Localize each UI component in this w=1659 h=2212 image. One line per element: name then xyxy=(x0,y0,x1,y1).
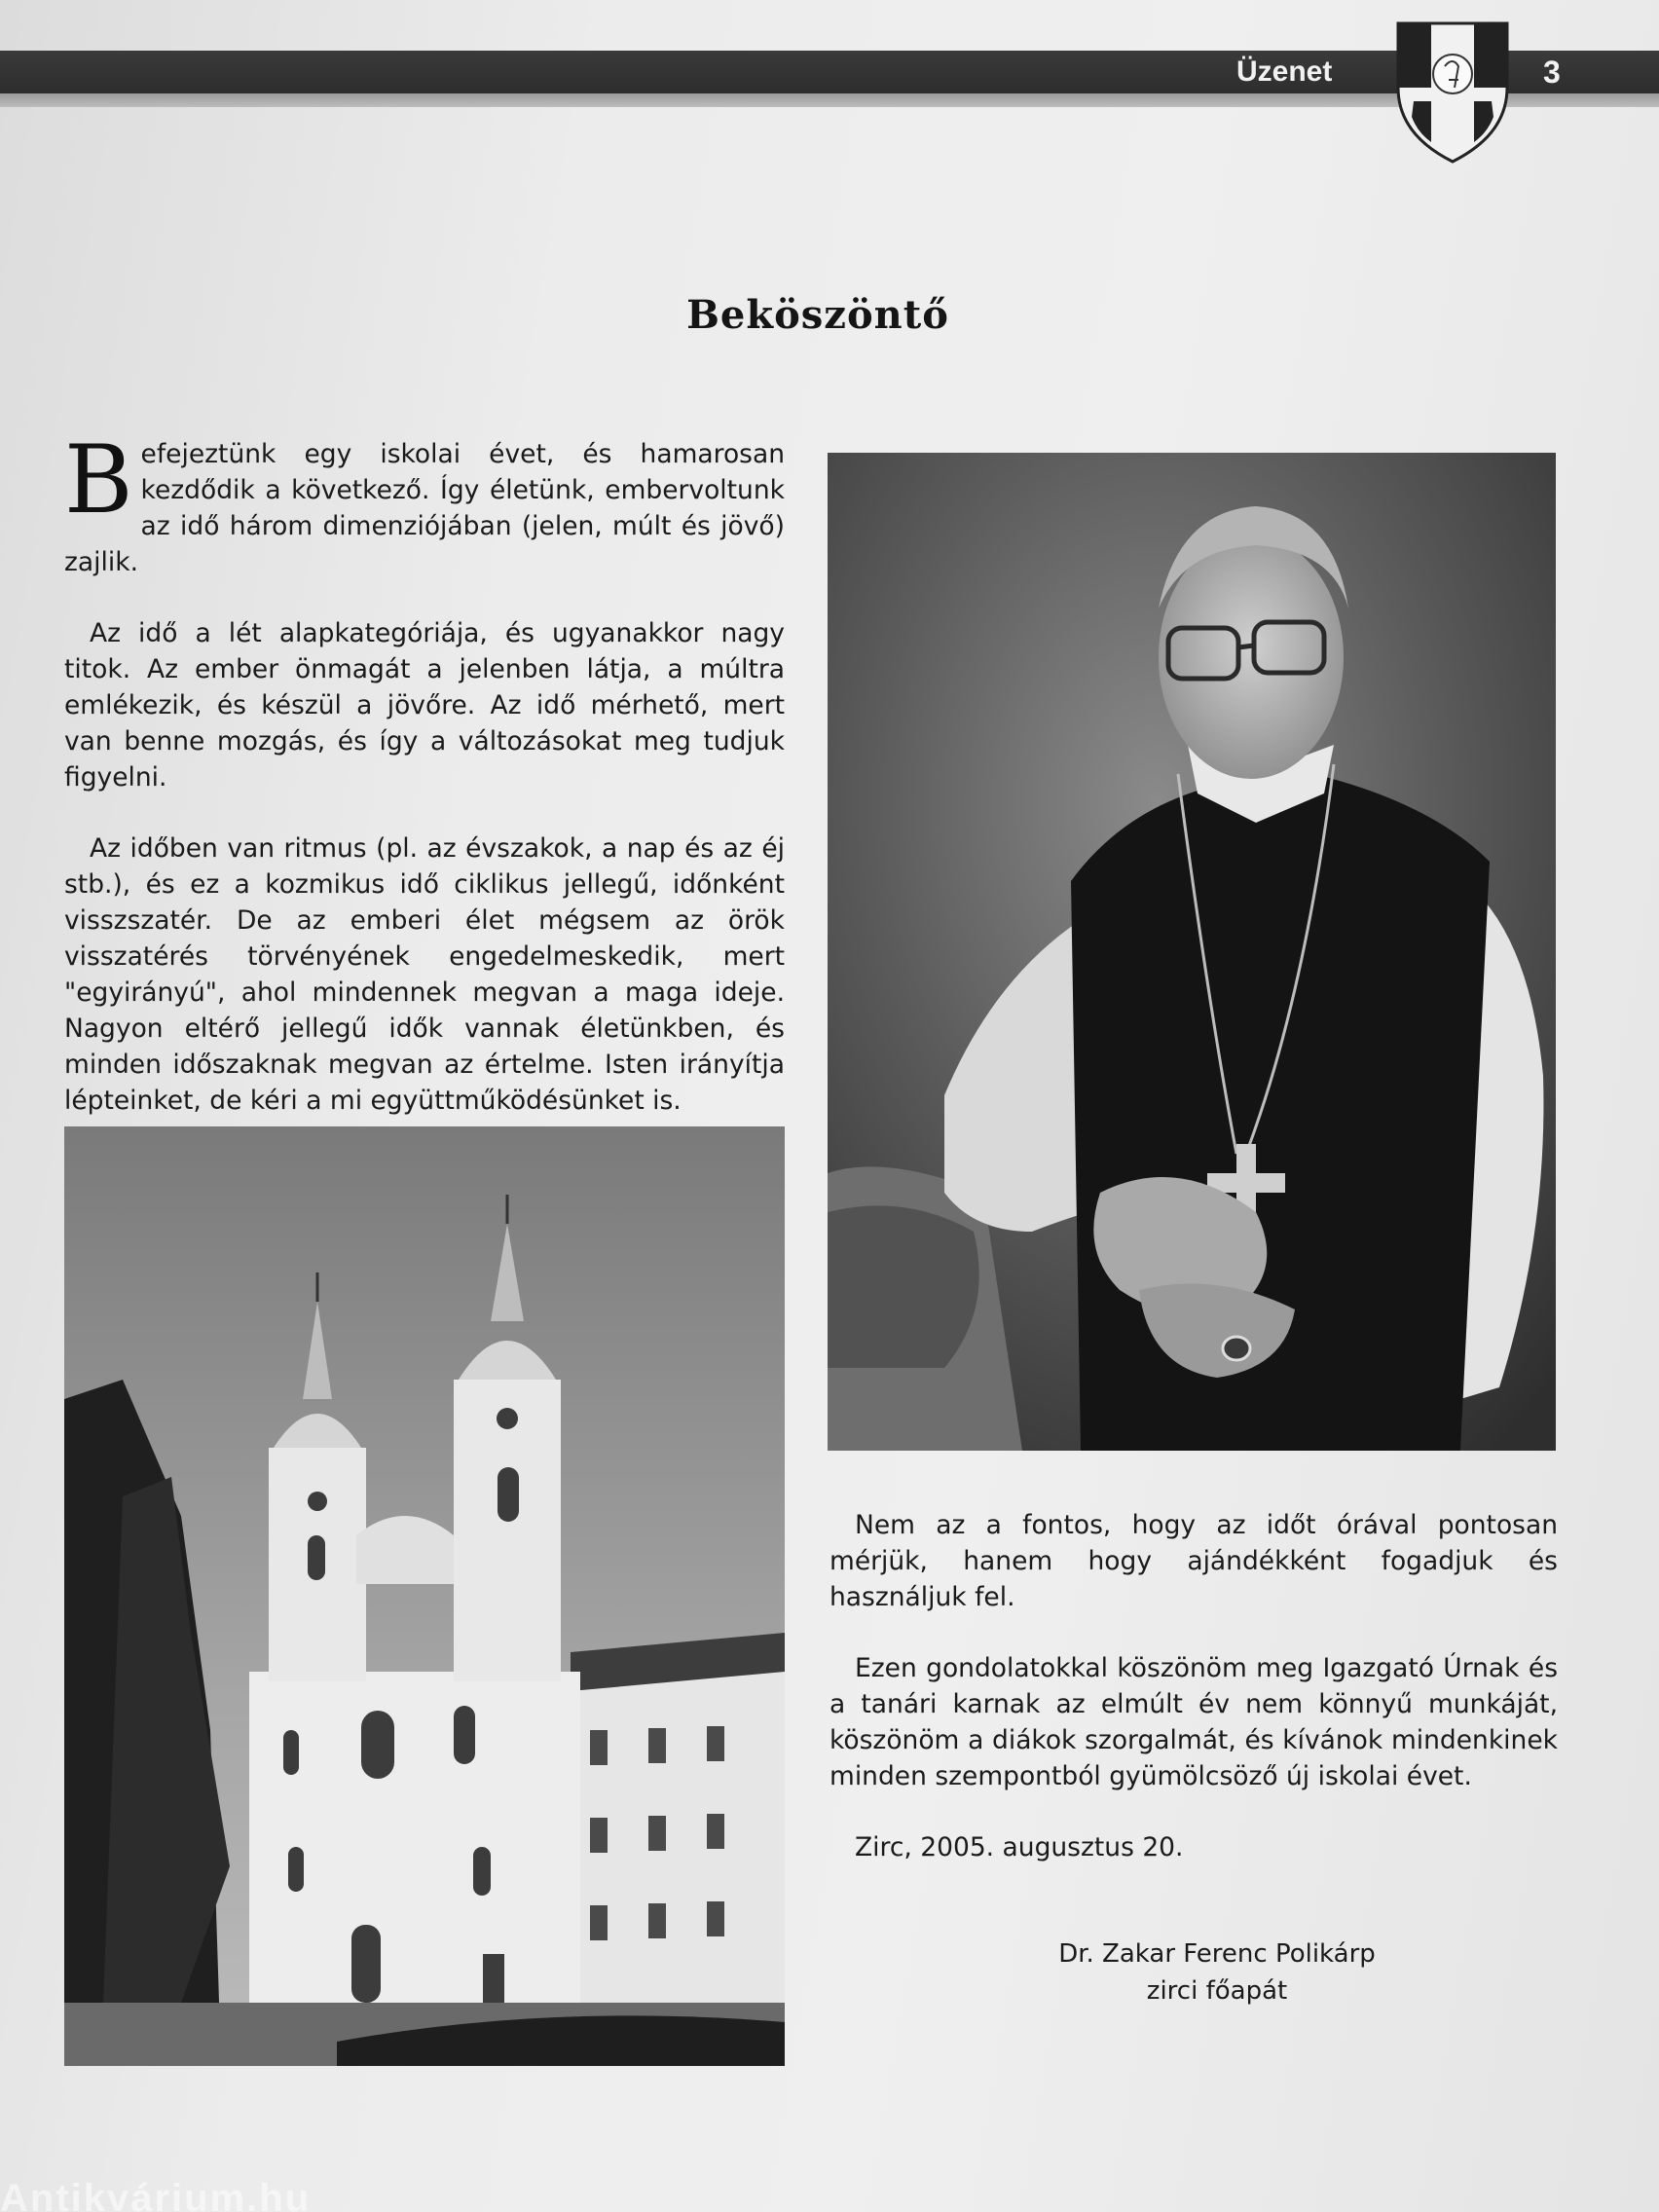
zirc-abbey-church-photo xyxy=(64,1126,785,2066)
signature-block xyxy=(1013,1936,1421,2017)
drop-cap: B xyxy=(64,425,133,535)
abbey-coat-of-arms-icon xyxy=(1394,19,1511,166)
paragraph-1 xyxy=(64,425,785,580)
section-label: Üzenet xyxy=(1236,55,1333,88)
abbot-portrait-photo xyxy=(828,453,1556,1451)
paragraph-2: Az idő a lét alapkategóriája, és ugyanakkor nagy titok. Az ember önmagát a jelenben látja, a múltra emlékezik, és készül a jövőre. Az idő mérhető, mert van benne mozgás, és így a változásokat meg tudjuk figyelni. xyxy=(64,618,785,793)
intro-text-column xyxy=(64,425,785,1116)
closing-paragraph-2: Ezen gondolatokkal köszönöm meg Igazgató Úrnak és a tanári karnak az elmúlt év nem könnyű munkáját, köszönöm a diákok szorgalmát, és kívánok mindenkinek minden szempontból gyümölcsöző új iskolai évet. xyxy=(830,1653,1558,1791)
signature-role: zirci főapát xyxy=(1146,1976,1288,2006)
paragraph-1-text: efejeztünk egy iskolai évet, és hamarosan kezdődik a következő. Így életünk, embervoltunk az idő három dimenziójában (jelen, múlt és jövő) zajlik. xyxy=(64,439,785,577)
closing-text-column xyxy=(830,1507,1558,1994)
watermark: Antikvárium.hu xyxy=(0,2177,312,2212)
page-title: Beköszöntő xyxy=(686,292,949,338)
page-number: 3 xyxy=(1543,55,1561,90)
signature-name: Dr. Zakar Ferenc Polikárp xyxy=(1058,1939,1376,1969)
place-date: Zirc, 2005. augusztus 20. xyxy=(855,1832,1184,1862)
closing-paragraph-1: Nem az a fontos, hogy az időt órával pontosan mérjük, hanem hogy ajándékként fogadjuk és használjuk fel. xyxy=(830,1510,1558,1612)
paragraph-3: Az időben van ritmus (pl. az évszakok, a nap és az éj stb.), és ez a kozmikus idő ciklikus jellegű, időnként visszszatér. De az emberi élet mégsem az örök visszatérés törvényének engedelmeskedik, mert "egyirányú", ahol mindennek megvan a maga ideje. Nagyon eltérő jellegű idők vannak életünkben, és minden időszaknak megvan az értelme. Isten irányítja lépteinket, de kéri a mi együttműködésünket is. xyxy=(64,833,785,1116)
